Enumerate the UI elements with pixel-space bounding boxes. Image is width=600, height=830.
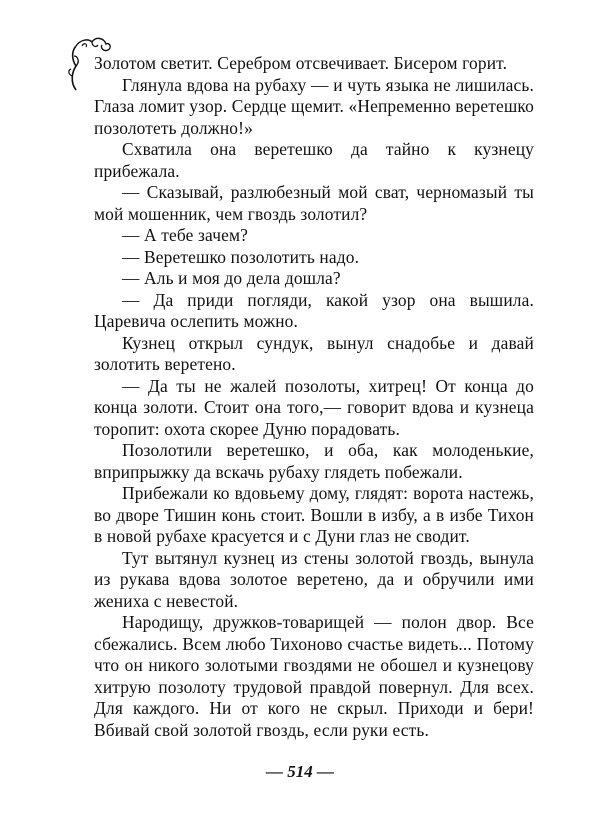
paragraph: — Веретешко позолотить надо. [122, 246, 360, 267]
story-text [94, 53, 534, 741]
paragraph: Глянула вдова на рубаху — и чуть языка не лишилась. Глаза ломит узор. Сердце щемит. «Непременно веретешко позолотеть должно!» [94, 74, 534, 138]
paragraph: Золотом светит. Серебром отсвечивает. Бисером горит. [94, 53, 508, 73]
paragraph: Тут вытянул кузнец из стены золотой гвоздь, вынула из рукава вдова золотое веретено, да и обручили ими жениха с невестой. [94, 547, 534, 611]
paragraph: Кузнец открыл сундук, вынул снадобье и давай золотить веретено. [94, 332, 534, 374]
paragraph: Схватила она веретешко да тайно к кузнецу прибежала. [94, 139, 534, 181]
paragraph: — Аль и моя до дела дошла? [122, 268, 341, 288]
paragraph: — А тебе зачем? [122, 225, 248, 245]
paragraph: — Сказывай, разлюбезный мой сват, черномазый ты мой мошенник, чем гвоздь золотил? [94, 182, 534, 224]
paragraph: — Да приди погляди, какой узор она вышила. Царевича ослепить можно. [94, 289, 534, 331]
paragraph: Народищу, дружков-товарищей — полон двор. Все сбежались. Всем любо Тихоново счастье видеть... Потому что он никого золотыми гвоздями не обошел и кузнецову хитрую позолоту трудовой правдой повернул. Для всех. Для каждого. Ни от кого не скрыл. Приходи и бери! Вбивай свой золотой гвоздь, если руки есть. [94, 612, 534, 740]
paragraph: Прибежали ко вдовьему дому, глядят: ворота настежь, во дворе Тишин конь стоит. Вошли в избу, а в избе Тихон в новой рубахе красуется и с Дуни глаз не сводит. [94, 483, 534, 546]
paragraph: Позолотили веретешко, и оба, как молоденькие, вприпрыжку да вскачь рубаху глядеть побежали. [94, 440, 534, 482]
page-number: — 514 — [266, 762, 334, 781]
paragraph: — Да ты не жалей позолоты, хитрец! От конца до конца золоти. Стоит она того,— говорит вдова и кузнеца торопит: охота скорее Дуню порадовать. [94, 375, 534, 439]
